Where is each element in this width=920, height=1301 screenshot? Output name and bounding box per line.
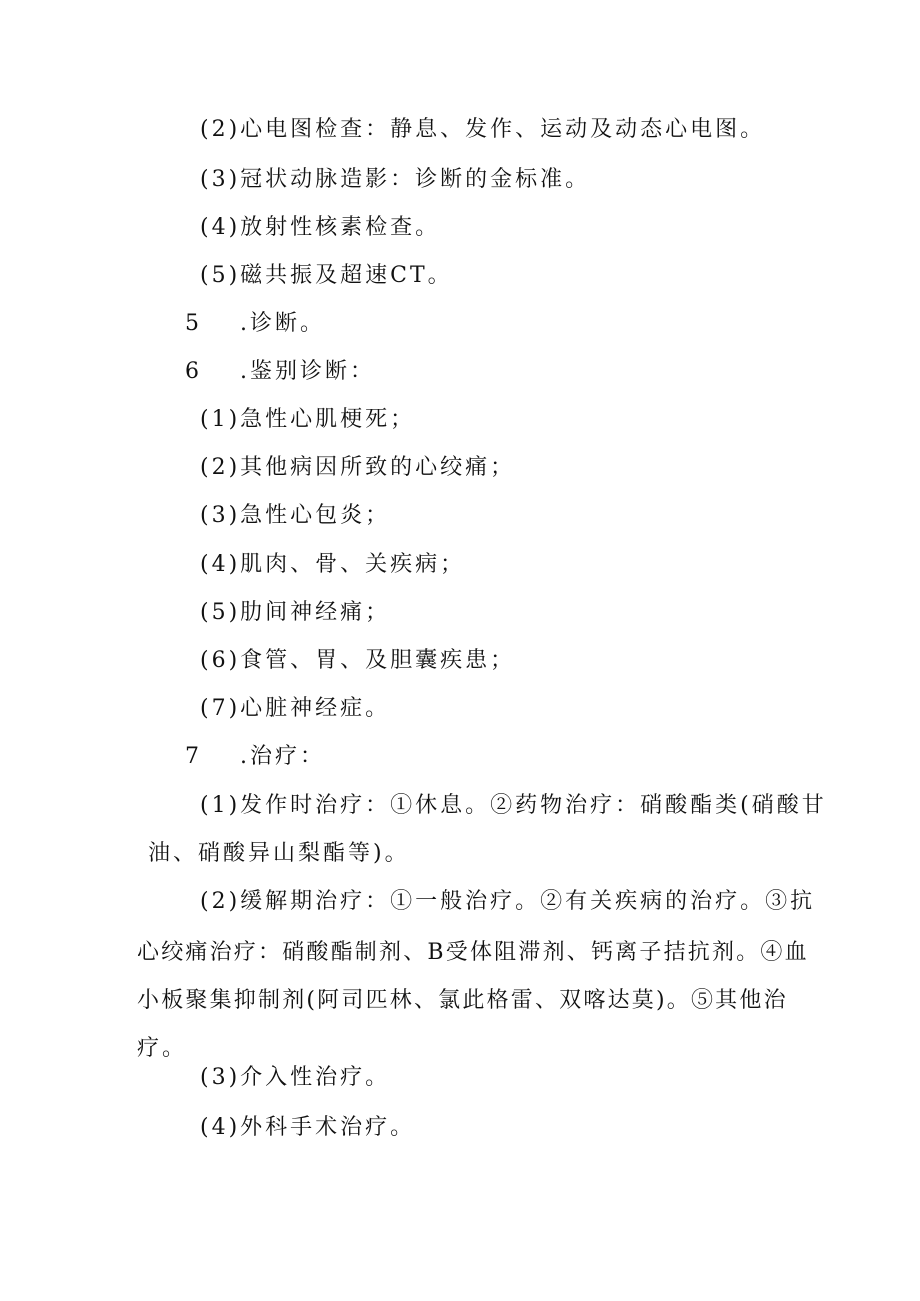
text-line: 油、硝酸异山梨酯等)。	[148, 841, 410, 866]
text-line: (2)其他病因所致的心绞痛；	[200, 455, 516, 480]
text-line: 疗。	[137, 1036, 188, 1061]
section-heading: .诊断。	[240, 311, 325, 336]
text-line: (6)食管、胃、及胆囊疾患；	[200, 648, 516, 673]
text-line: (4)放射性核素检查。	[200, 215, 441, 240]
text-line: (2)心电图检查：静息、发作、运动及动态心电图。	[200, 117, 766, 142]
section-number: 5	[185, 311, 199, 336]
section-heading: .治疗：	[240, 744, 325, 769]
text-line: (4)肌肉、骨、关疾病；	[200, 552, 466, 577]
section-number: 6	[185, 359, 199, 384]
text-line: (7)心脏神经症。	[200, 696, 391, 721]
section-heading: .鉴别诊断：	[240, 359, 375, 384]
section-number: 7	[185, 744, 199, 769]
text-line: (1)发作时治疗：①休息。②药物治疗：硝酸酯类(硝酸甘	[200, 793, 827, 818]
text-line: (3)急性心包炎；	[200, 503, 391, 528]
text-line: (5)磁共振及超速CT。	[200, 263, 453, 288]
text-line: (5)肋间神经痛；	[200, 600, 391, 625]
text-line: 小板聚集抑制剂(阿司匹林、氯此格雷、双喀达莫)。⑤其他治	[137, 988, 788, 1013]
text-line: (4)外科手术治疗。	[200, 1115, 416, 1140]
text-line: (3)冠状动脉造影：诊断的金标准。	[200, 167, 591, 192]
text-line: (2)缓解期治疗：①一般治疗。②有关疾病的治疗。③抗	[200, 889, 816, 914]
text-line: (3)介入性治疗。	[200, 1065, 391, 1090]
text-line: 心绞痛治疗：硝酸酯制剂、B受体阻滞剂、钙离子拮抗剂。④血	[137, 940, 809, 965]
text-line: (1)急性心肌梗死；	[200, 407, 416, 432]
